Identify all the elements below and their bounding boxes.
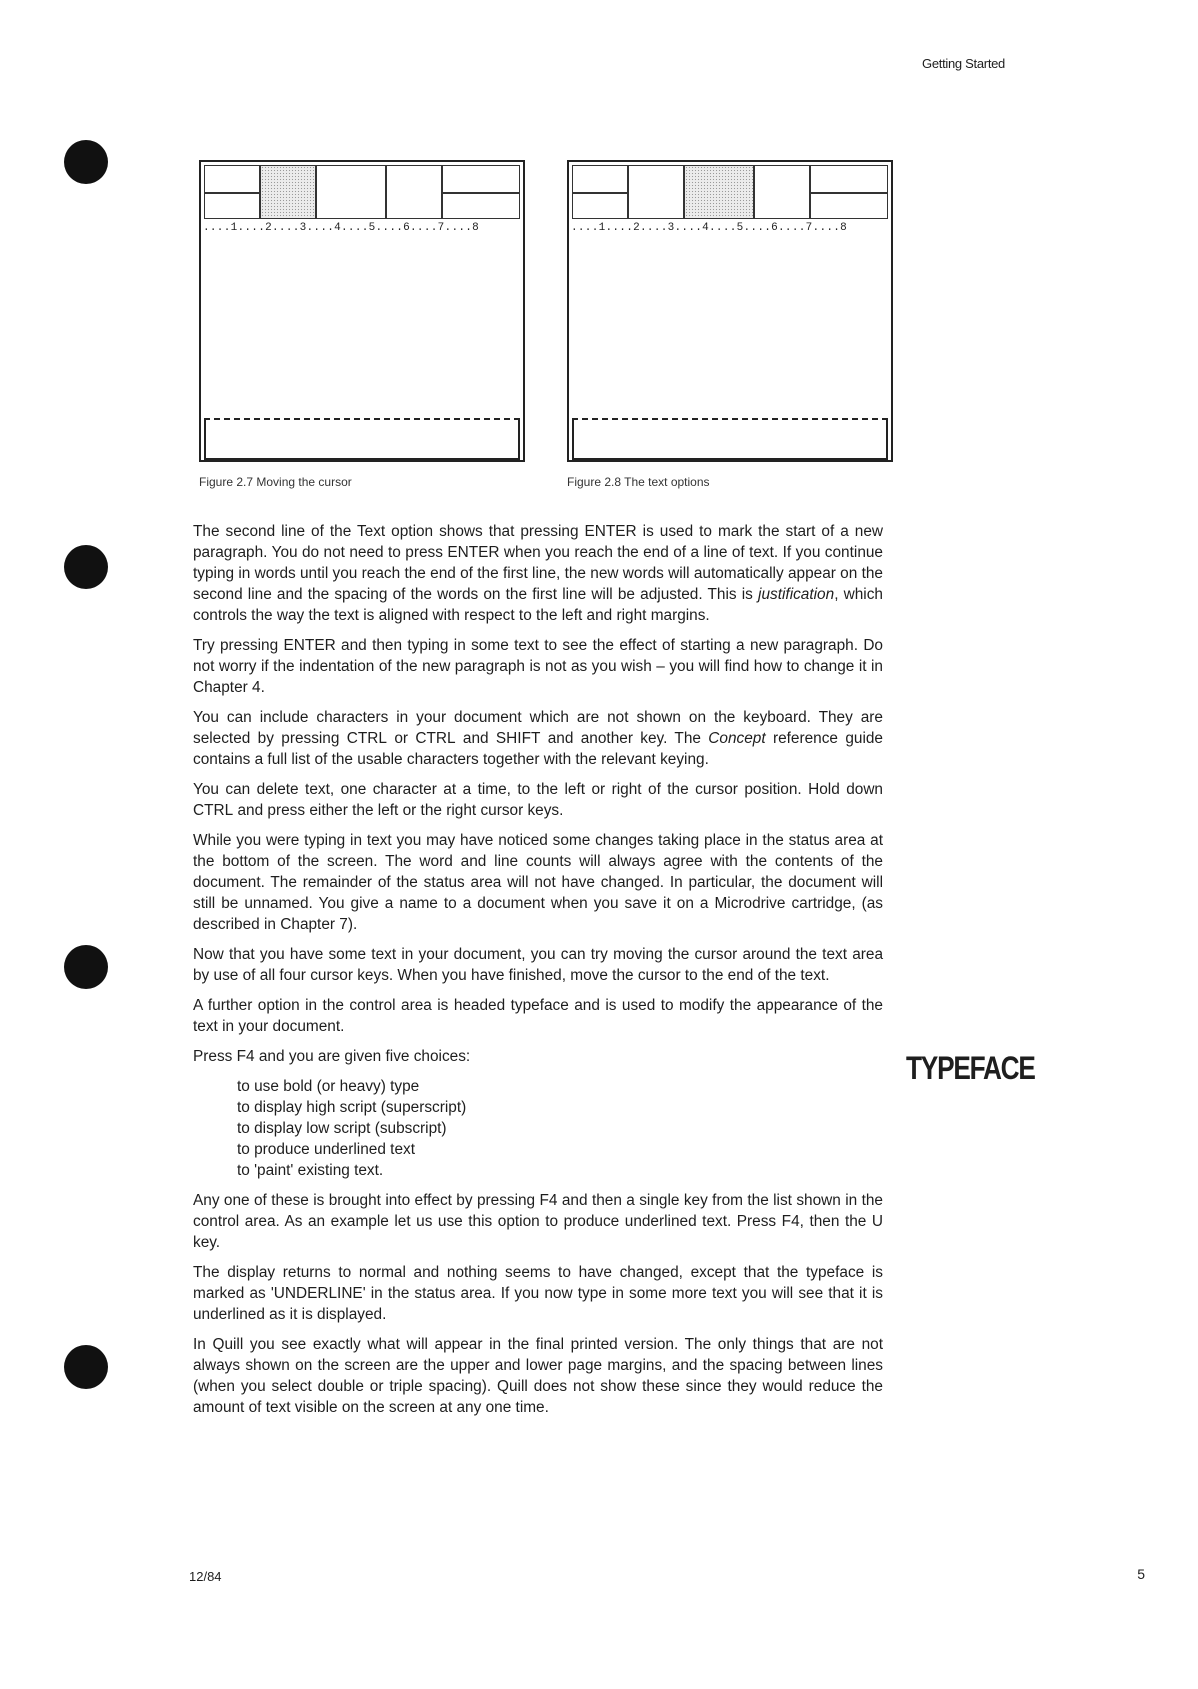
term-concept: Concept: [708, 730, 766, 747]
control-panel-4: [387, 166, 443, 218]
paragraph: Now that you have some text in your document, you can try moving the cursor around the text area by use of all four cursor keys. When you have finished, move the cursor to the end of the text.: [193, 946, 883, 984]
key-ctrl: CTRL: [346, 730, 387, 747]
list-item: to use bold (or heavy) type: [237, 1078, 420, 1095]
term-justification: justification: [758, 586, 835, 603]
control-panel-1: [573, 166, 629, 218]
screen-mockup: [567, 160, 893, 462]
footer-date: 12/84: [189, 1569, 222, 1584]
key-enter: ENTER: [283, 637, 336, 654]
key-ctrl: CTRL: [193, 802, 234, 819]
paragraph: Try pressing ENTER and then typing in some text to see the effect of starting a new paragraph. Do not worry if the indentation of the new paragraph is not as you wish – you will find how to change it in Chapter 4.: [193, 637, 883, 696]
control-panel-4: [755, 166, 811, 218]
binder-hole: [64, 945, 108, 989]
paragraph: You can delete text, one character at a time, to the left or right of the cursor position. Hold down CTRL and press either the left or the right cursor keys.: [193, 781, 883, 819]
control-panel-3: [685, 166, 755, 218]
paragraph: A further option in the control area is headed typeface and is used to modify the appearance of the text in your document.: [193, 997, 883, 1035]
control-panel-2: [629, 166, 685, 218]
list-item: to produce underlined text: [237, 1141, 415, 1158]
figure-moving-cursor: [199, 160, 527, 466]
key-f4: F4: [539, 1192, 558, 1209]
list-item: to 'paint' existing text.: [237, 1162, 384, 1179]
binder-hole: [64, 140, 108, 184]
figure-caption: Figure 2.8 The text options: [567, 475, 710, 489]
status-area: [204, 418, 520, 460]
binder-hole: [64, 1345, 108, 1389]
control-area: [204, 165, 520, 219]
key-enter: ENTER: [584, 523, 637, 540]
key-enter: ENTER: [447, 544, 500, 561]
figure-text-options: [567, 160, 895, 466]
paragraph: The second line of the Text option shows that pressing ENTER is used to mark the start of a new paragraph. You do not need to press ENTER when you reach the end of a line of text. If you continue typing in words until you reach the end of the first line, the new words will automatically appear on the second line and the spacing of the words on the first line will be adjusted. This is justification, which controls the way the text is aligned with respect to the left and right margins.: [193, 523, 884, 624]
side-heading: TYPEFACE: [906, 1050, 1035, 1086]
list-item: to display low script (subscript): [237, 1120, 447, 1137]
paragraph: While you were typing in text you may have noticed some changes taking place in the status area at the bottom of the screen. The word and line counts will always agree with the contents of the document. The remainder of the status area will not have changed. In particular, the document will still be unnamed. You give a name to a document when you save it on a Microdrive cartridge, (as described in Chapter 7).: [193, 832, 883, 933]
paragraph: In Quill you see exactly what will appear in the final printed version. The only things that are not always shown on the screen are the upper and lower page margins, and the spacing between lines (when you select double or triple spacing). Quill does not show these since they would reduce the amount of text visible on the screen at any one time.: [193, 1336, 883, 1416]
running-header: Getting Started: [922, 56, 1005, 71]
choice-list: [237, 1076, 883, 1181]
binder-hole: [64, 545, 108, 589]
key-ctrl: CTRL: [415, 730, 456, 747]
paragraph: Press F4 and you are given five choices:: [193, 1048, 471, 1065]
list-item: to display high script (superscript): [237, 1099, 467, 1116]
control-panel-3: [317, 166, 387, 218]
control-area: [572, 165, 888, 219]
control-panel-2: [261, 166, 317, 218]
ruler: ....1....2....3....4....5....6....7....8: [203, 222, 480, 234]
paragraph: You can include characters in your document which are not shown on the keyboard. They are selected by pressing CTRL or CTRL and SHIFT and another key. The Concept reference guide contains a full list of the usable characters together with the relevant keying.: [193, 709, 883, 768]
key-f4: F4: [781, 1213, 800, 1230]
paragraph: The display returns to normal and nothing seems to have changed, except that the typeface is marked as 'UNDERLINE' in the status area. If you now type in some more text you will see that it is underlined as it is displayed.: [193, 1264, 883, 1323]
key-shift: SHIFT: [495, 730, 541, 747]
page-number: 5: [1137, 1566, 1145, 1582]
control-panel-5: [811, 166, 887, 218]
key-f4: F4: [236, 1048, 255, 1065]
figure-caption: Figure 2.7 Moving the cursor: [199, 475, 352, 489]
status-area: [572, 418, 888, 460]
screen-mockup: [199, 160, 525, 462]
control-panel-5: [443, 166, 519, 218]
control-panel-1: [205, 166, 261, 218]
body-text: [193, 521, 883, 1427]
ruler: ....1....2....3....4....5....6....7....8: [571, 222, 848, 234]
paragraph: Any one of these is brought into effect by pressing F4 and then a single key from the list shown in the control area. As an example let us use this option to produce underlined text. Press F4, then the U key.: [193, 1192, 883, 1251]
